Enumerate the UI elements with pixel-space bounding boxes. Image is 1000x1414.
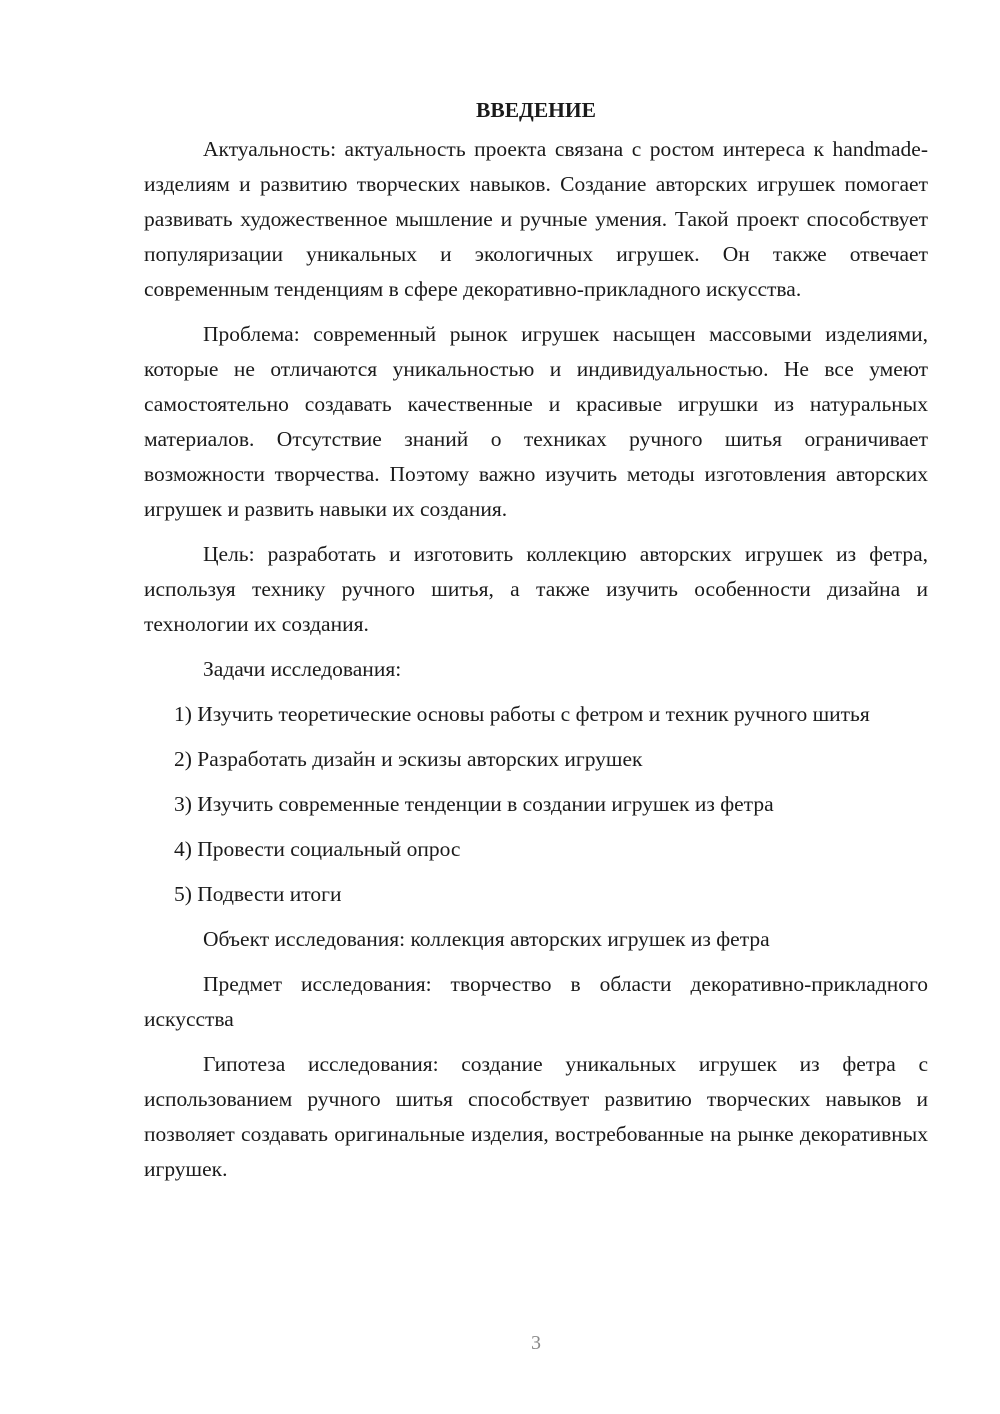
task-item-2: 2) Разработать дизайн и эскизы авторских игрушек [174, 747, 643, 771]
page-number: 3 [531, 1332, 541, 1354]
page-title: ВВЕДЕНИЕ [476, 98, 596, 122]
task-item-1: 1) Изучить теоретические основы работы с фетром и техник ручного шитья [174, 702, 870, 726]
task-item-4: 4) Провести социальный опрос [174, 837, 461, 861]
goal-paragraph: Цель: разработать и изготовить коллекцию авторских игрушек из фетра, используя технику ручного шитья, а также изучить особенности дизайна и технологии их создания. [144, 542, 928, 636]
tasks-heading: Задачи исследования: [203, 657, 402, 681]
hypothesis-paragraph: Гипотеза исследования: создание уникальных игрушек из фетра с использованием ручного шитья способствует развитию творческих навыков и позволяет создавать оригинальные изделия, востребованные на рынке декоративных игрушек. [144, 1052, 928, 1181]
problem-paragraph: Проблема: современный рынок игрушек насыщен массовыми изделиями, которые не отличаются уникальностью и индивидуальностью. Не все умеют самостоятельно создавать качественные и красивые игрушки из натуральных материалов. Отсутствие знаний о техниках ручного шитья ограничивает возможности творчества. Поэтому важно изучить методы изготовления авторских игрушек и развить навыки их создания. [144, 322, 928, 521]
task-item-3: 3) Изучить современные тенденции в создании игрушек из фетра [174, 792, 774, 816]
relevance-paragraph: Актуальность: актуальность проекта связана с ростом интереса к handmade-изделиям и развитию творческих навыков. Создание авторских игрушек помогает развивать художественное мышление и ручные умения. Такой проект способствует популяризации уникальных и экологичных игрушек. Он также отвечает современным тенденциям в сфере декоративно-прикладного искусства. [144, 137, 928, 301]
object-paragraph: Объект исследования: коллекция авторских игрушек из фетра [203, 927, 770, 951]
task-item-5: 5) Подвести итоги [174, 882, 342, 906]
document-page [144, 92, 928, 1197]
subject-paragraph: Предмет исследования: творчество в области декоративно-прикладного искусства [144, 972, 928, 1031]
